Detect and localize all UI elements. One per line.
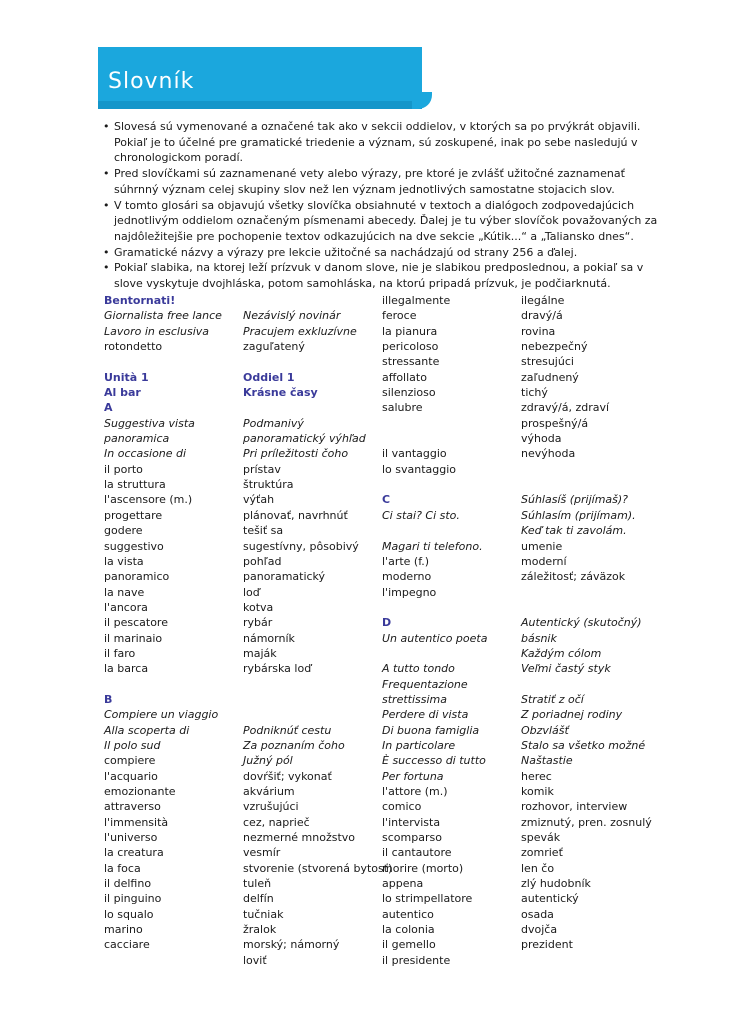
glossary-entry: In particolare: [382, 738, 456, 752]
glossary-entry: comico: [382, 800, 422, 814]
glossary-entry: l'impegno: [382, 585, 437, 599]
glossary-entry: tuleň: [243, 877, 272, 891]
glossary-entry: il faro: [104, 646, 136, 660]
glossary-entry: lo svantaggio: [382, 462, 457, 476]
glossary-entry: [243, 400, 392, 415]
glossary-entry: il gemello: [382, 938, 436, 952]
glossary-entry: affollato: [382, 370, 427, 384]
glossary-entry: dovŕšiť; vykonať: [243, 769, 332, 783]
glossary-entry: [243, 692, 392, 707]
glossary-entry: [104, 677, 222, 692]
glossary-entry: loď: [243, 585, 260, 599]
glossary-entry: rovina: [521, 324, 556, 338]
glossary-entry: Il polo sud: [104, 738, 161, 752]
glossary-entry: il cantautore: [382, 846, 452, 860]
glossary-entry: l'attore (m.): [382, 785, 448, 798]
glossary-entry: cez, naprieč: [243, 815, 310, 829]
glossary-entry: cacciare: [104, 938, 150, 952]
glossary-entry: vzrušujúci: [243, 800, 299, 814]
glossary-entry: Z poriadnej rodiny: [521, 708, 623, 722]
glossary-entry: Un autentico poeta: [382, 631, 488, 645]
glossary-entry: [521, 677, 652, 692]
glossary-entry: [243, 354, 392, 369]
glossary-entry: morský; námorný: [243, 938, 340, 952]
glossary-entry: rotondetto: [104, 340, 163, 354]
glossary-entry: [521, 600, 652, 615]
glossary-entry: maják: [243, 646, 277, 660]
glossary-entry: [104, 354, 222, 369]
glossary-entry: lo strimpellatore: [382, 892, 473, 906]
glossary-entry: herec: [521, 769, 552, 783]
glossary-entry: ilegálne: [521, 294, 565, 307]
glossary-entry: la creatura: [104, 846, 164, 860]
glossary-entry: il marinaio: [104, 631, 163, 645]
glossary-entry: il pescatore: [104, 616, 168, 630]
glossary-entry: vesmír: [243, 846, 281, 860]
glossary-entry: compiere: [104, 754, 156, 768]
glossary-entry: Magari ti telefono.: [382, 539, 483, 553]
glossary-heading: Unità 1: [104, 370, 149, 384]
glossary-entry: dvojča: [521, 923, 558, 937]
glossary-entry: Ci stai? Ci sto.: [382, 508, 460, 522]
intro-notes: [103, 119, 663, 292]
glossary-entry: [243, 707, 392, 722]
glossary-entry: la barca: [104, 662, 149, 676]
glossary-entry: la pianura: [382, 324, 438, 338]
glossary-entry: l'immensità: [104, 815, 169, 829]
glossary-entry: dravý/á: [521, 309, 563, 323]
glossary-entry: delfín: [243, 892, 274, 906]
glossary-entry: Keď tak ti zavolám.: [521, 524, 627, 538]
glossary-entry: rybár: [243, 616, 273, 630]
glossary-heading: A: [104, 401, 113, 415]
glossary-entry: attraverso: [104, 800, 161, 814]
glossary-entry: panoramatický výhľad: [243, 432, 366, 446]
glossary-entry: Alla scoperta di: [104, 723, 190, 737]
glossary-entry: A tutto tondo: [382, 662, 455, 676]
glossary-entry: la foca: [104, 861, 141, 875]
glossary-entry: la vista: [104, 554, 144, 568]
glossary-entry: panoramatický: [243, 570, 326, 584]
glossary-entry: feroce: [382, 309, 417, 323]
glossary-entry: tichý: [521, 386, 548, 400]
glossary-entry: strettissima: [382, 692, 447, 706]
glossary-column-italian-1: [104, 293, 222, 953]
glossary-entry: il vantaggio: [382, 447, 447, 461]
glossary-entry: [382, 523, 487, 538]
glossary-entry: Stalo sa všetko možné: [521, 738, 646, 752]
glossary-entry: il presidente: [382, 953, 451, 967]
glossary-entry: [521, 585, 652, 600]
glossary-entry: morire (morto): [382, 861, 464, 875]
glossary-entry: Stratiť z očí: [521, 692, 584, 706]
intro-note: • Pokiaľ slabika, na ktorej leží prízvuk v danom slove, nie je slabikou predposlednou, a pokiaľ sa v slove vyskytuje dvojhláska, potom samohláska, na ktorú pripadá prízvuk, je podčiarknutá.: [103, 260, 663, 291]
glossary-entry: il pinguino: [104, 892, 162, 906]
glossary-entry: il delfino: [104, 877, 152, 891]
glossary-column-italian-2: [382, 293, 487, 968]
glossary-entry: len čo: [521, 861, 555, 875]
glossary-entry: l'ascensore (m.): [104, 493, 193, 507]
glossary-entry: [382, 646, 487, 661]
glossary-entry: l'ancora: [104, 600, 148, 614]
glossary-entry: výhoda: [521, 432, 562, 446]
glossary-entry: tučniak: [243, 907, 284, 921]
glossary-entry: Súhlasím (prijímam).: [521, 508, 636, 522]
glossary-entry: výťah: [243, 493, 275, 507]
glossary-entry: nevýhoda: [521, 447, 576, 461]
glossary-entry: zaguľatený: [243, 340, 305, 354]
glossary-entry: Obzvlášť: [521, 723, 569, 737]
glossary-entry: autentický: [521, 892, 579, 906]
title-banner: [98, 47, 422, 109]
glossary-entry: [521, 462, 652, 477]
glossary-entry: plánovať, navrhnúť: [243, 508, 348, 522]
glossary-entry: tešiť sa: [243, 524, 284, 538]
glossary-entry: umenie: [521, 539, 563, 553]
glossary-column-slovak-1: [243, 293, 392, 968]
glossary-entry: progettare: [104, 508, 163, 522]
glossary-entry: Veľmi častý styk: [521, 662, 611, 676]
glossary-entry: sugestívny, pôsobivý: [243, 539, 359, 553]
glossary-entry: l'universo: [104, 831, 158, 845]
glossary-entry: pericoloso: [382, 340, 439, 354]
glossary-heading: Oddiel 1: [243, 370, 295, 384]
glossary-entry: Pri príležitosti čoho: [243, 447, 349, 461]
glossary-entry: pohľad: [243, 554, 282, 568]
glossary-heading: Krásne časy: [243, 386, 318, 400]
intro-note: • Slovesá sú vymenované a označené tak ako v sekcii oddielov, v ktorých sa po prvýkrát objavili. Pokiaľ je to účelné pre gramatické triedenie a význam, sú zoskupené, inak po sebe nasledujú v chronologickom poradí.: [103, 119, 663, 166]
glossary-entry: illegalmente: [382, 294, 451, 307]
glossary-entry: Súhlasíš (prijímaš)?: [521, 493, 629, 507]
glossary-entry: [382, 477, 487, 492]
glossary-heading: D: [382, 616, 392, 630]
glossary-entry: Suggestiva vista: [104, 416, 195, 430]
glossary-entry: rozhovor, interview: [521, 800, 628, 814]
glossary-entry: Naštastie: [521, 754, 573, 768]
glossary-entry: štruktúra: [243, 478, 294, 492]
glossary-entry: stressante: [382, 355, 440, 369]
glossary-entry: zlý hudobník: [521, 877, 591, 891]
glossary-entry: la colonia: [382, 923, 435, 937]
glossary-entry: nebezpečný: [521, 340, 588, 354]
glossary-entry: la nave: [104, 585, 145, 599]
glossary-column-slovak-2: [521, 293, 652, 953]
glossary-entry: Lavoro in esclusiva: [104, 324, 209, 338]
glossary-entry: Nezávislý novinár: [243, 309, 341, 323]
glossary-entry: salubre: [382, 401, 423, 415]
glossary-entry: autentico: [382, 907, 434, 921]
glossary-entry: žralok: [243, 923, 277, 937]
glossary-entry: scomparso: [382, 831, 442, 845]
intro-note: • V tomto glosári sa objavujú všetky slovíčka obsiahnuté v textoch a dialógoch zodpovedajúcich jednotlivým oddielom označeným písmenami abecedy. Ďalej je tu výber slovíčok považovaných za najdôležitejšie pre pochopenie textov odkazujúcich na dve sekcie „Kútik...“ a „Taliansko dnes“.: [103, 198, 663, 245]
glossary-entry: [382, 416, 487, 431]
glossary-entry: zdravý/á, zdraví: [521, 401, 610, 415]
glossary-entry: panoramico: [104, 570, 170, 584]
glossary-entry: godere: [104, 524, 143, 538]
glossary-entry: prezident: [521, 938, 573, 952]
glossary-entry: zomrieť: [521, 846, 563, 860]
glossary-entry: [382, 431, 487, 446]
glossary-heading: Bentornati!: [104, 294, 176, 307]
glossary-entry: In occasione di: [104, 447, 187, 461]
glossary-entry: komik: [521, 785, 554, 798]
glossary-entry: emozionante: [104, 785, 176, 798]
glossary-entry: panoramica: [104, 432, 170, 446]
glossary-entry: [382, 600, 487, 615]
glossary-entry: lo squalo: [104, 907, 154, 921]
glossary-entry: Pracujem exkluzívne: [243, 324, 357, 338]
glossary-entry: Podmanivý: [243, 416, 304, 430]
glossary-entry: rybárska loď: [243, 662, 312, 676]
glossary-entry: záležitosť; záväzok: [521, 570, 626, 584]
glossary-entry: kotva: [243, 600, 274, 614]
glossary-entry: Podniknúť cestu: [243, 723, 332, 737]
glossary-entry: Frequentazione: [382, 677, 468, 691]
glossary-entry: nezmerné množstvo: [243, 831, 356, 845]
intro-note: • Pred slovíčkami sú zaznamenané vety alebo výrazy, pre ktoré je zvlášť užitočné zaznamenať súhrnný význam celej skupiny slov než len význam jednotlivých samostatne stojacich slov.: [103, 166, 663, 197]
glossary-entry: [243, 677, 392, 692]
glossary-entry: spevák: [521, 831, 561, 845]
glossary-heading: B: [104, 692, 113, 706]
glossary-entry: Autentický (skutočný): [521, 616, 642, 630]
glossary-entry: zaľudnený: [521, 370, 579, 384]
glossary-entry: prístav: [243, 462, 281, 476]
glossary-entry: Compiere un viaggio: [104, 708, 219, 722]
glossary-entry: [243, 293, 392, 308]
glossary-entry: námorník: [243, 631, 295, 645]
glossary-entry: zmiznutý, pren. zosnulý: [521, 815, 652, 829]
glossary-entry: Južný pól: [243, 754, 293, 768]
page-title: Slovník: [108, 69, 195, 94]
glossary-entry: prospešný/á: [521, 416, 589, 430]
glossary-entry: akvárium: [243, 785, 295, 798]
glossary-heading: Al bar: [104, 386, 141, 400]
banner-tail: [412, 92, 432, 109]
glossary-entry: suggestivo: [104, 539, 164, 553]
glossary-entry: È successo di tutto: [382, 754, 486, 768]
glossary-entry: appena: [382, 877, 424, 891]
glossary-entry: Každým cólom: [521, 646, 602, 660]
glossary-entry: moderno: [382, 570, 432, 584]
glossary-entry: moderní: [521, 554, 567, 568]
glossary-entry: l'acquario: [104, 769, 158, 783]
glossary-entry: [521, 477, 652, 492]
glossary-entry: l'intervista: [382, 815, 441, 829]
glossary-entry: Perdere di vista: [382, 708, 469, 722]
glossary-entry: Di buona famiglia: [382, 723, 480, 737]
glossary-entry: Giornalista free lance: [104, 309, 222, 323]
glossary-entry: la struttura: [104, 478, 166, 492]
glossary-entry: Per fortuna: [382, 769, 444, 783]
intro-note: • Gramatické názvy a výrazy pre lekcie užitočné sa nachádzajú od strany 256 a ďalej.: [103, 245, 663, 261]
glossary-entry: loviť: [243, 953, 267, 967]
glossary-entry: il porto: [104, 462, 143, 476]
glossary-heading: C: [382, 493, 391, 507]
glossary-entry: básnik: [521, 631, 557, 645]
glossary-entry: stvorenie (stvorená bytosť): [243, 861, 393, 875]
glossary-entry: silenzioso: [382, 386, 436, 400]
glossary-entry: stresujúci: [521, 355, 574, 369]
glossary-entry: l'arte (f.): [382, 554, 430, 568]
glossary-entry: Za poznaním čoho: [243, 738, 345, 752]
glossary-entry: marino: [104, 923, 143, 937]
glossary-entry: osada: [521, 907, 554, 921]
